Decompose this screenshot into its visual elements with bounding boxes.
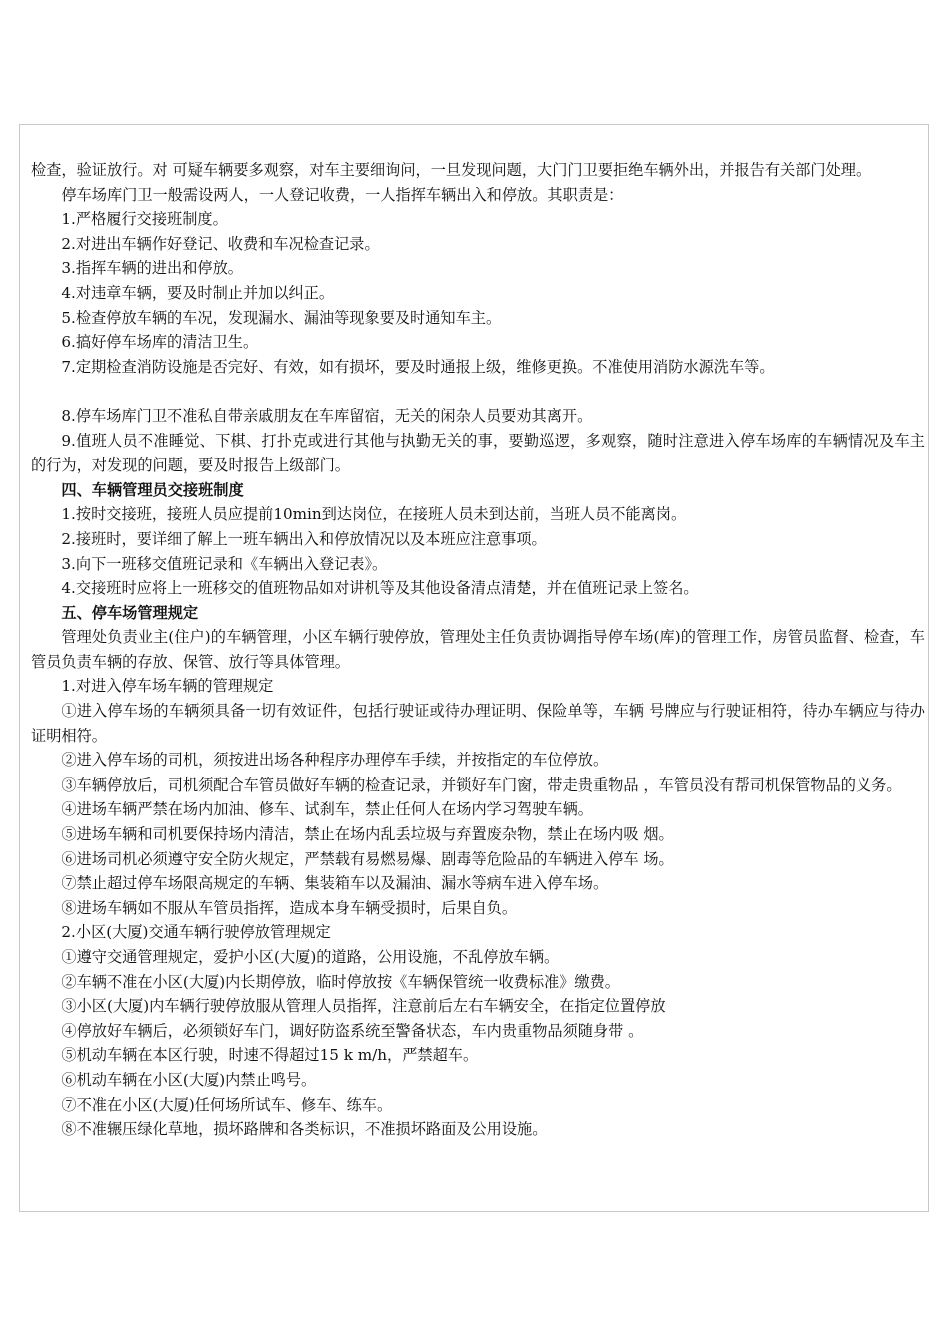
paragraph: ①进入停车场的车辆须具备一切有效证件，包括行驶证或待办理证明、保险单等，车辆 号牌应与行驶证相符，待办车辆应与待办证明相符。	[31, 702, 925, 745]
paragraph: 1.对进入停车场车辆的管理规定	[61, 677, 274, 696]
paragraph: 3.指挥车辆的进出和停放。	[61, 259, 243, 278]
blank-line	[31, 379, 925, 404]
paragraph: 管理处负责业主(住户)的车辆管理，小区车辆行驶停放，管理处主任负责协调指导停车场(库)的管理工作，房管员监督、检查，车管员负责车辆的存放、保管、放行等具体管理。	[31, 628, 925, 671]
paragraph: 检查，验证放行。对 可疑车辆要多观察，对车主要细询问，一旦发现问题，大门门卫要拒绝车辆外出，并报告有关部门处理。	[31, 161, 872, 179]
document-body	[31, 158, 925, 1142]
paragraph: ⑧进场车辆如不服从车管员指挥，造成本身车辆受损时，后果自负。	[61, 898, 518, 917]
paragraph: 1.按时交接班，接班人员应提前10min到达岗位，在接班人员未到达前，当班人员不能离岗。	[61, 505, 687, 524]
paragraph: ⑤机动车辆在本区行驶，时速不得超过15 k m/h，严禁超车。	[61, 1046, 479, 1065]
paragraph: 1.严格履行交接班制度。	[61, 210, 228, 229]
paragraph: ①遵守交通管理规定，爱护小区(大厦)的道路，公用设施，不乱停放车辆。	[61, 948, 560, 966]
paragraph: ②车辆不准在小区(大厦)内长期停放，临时停放按《车辆保管统一收费标准》缴费。	[61, 972, 620, 991]
paragraph: 2.小区(大厦)交通车辆行驶停放管理规定	[61, 923, 331, 942]
paragraph: ④进场车辆严禁在场内加油、修车、试刹车，禁止任何人在场内学习驾驶车辆。	[61, 800, 593, 819]
paragraph: ⑥进场司机必须遵守安全防火规定，严禁载有易燃易爆、剧毒等危险品的车辆进入停车 场。	[61, 849, 674, 868]
paragraph: ③小区(大厦)内车辆行驶停放服从管理人员指挥，注意前后左右车辆安全，在指定位置停放	[61, 997, 666, 1016]
section-heading: 四、车辆管理员交接班制度	[61, 480, 244, 499]
paragraph: ②进入停车场的司机，须按进出场各种程序办理停车手续，并按指定的车位停放。	[61, 751, 609, 770]
paragraph: 4.对违章车辆，要及时制止并加以纠正。	[61, 283, 335, 302]
paragraph: 8.停车场库门卫不准私自带亲戚朋友在车库留宿，无关的闲杂人员要劝其离开。	[61, 406, 593, 425]
paragraph: ⑧不准辗压绿化草地，损坏路牌和各类标识，不准损坏路面及公用设施。	[61, 1120, 548, 1139]
paragraph: 9.值班人员不准睡觉、下棋、打扑克或进行其他与执勤无关的事，要勤巡逻，多观察，随时注意进入停车场库的车辆情况及车主的行为，对发现的问题，要及时报告上级部门。	[31, 431, 925, 475]
paragraph: 停车场库门卫一般需设两人，一人登记收费，一人指挥车辆出入和停放。其职责是：	[61, 185, 624, 204]
paragraph: ⑦不准在小区(大厦)任何场所试车、修车、练车。	[61, 1095, 393, 1114]
paragraph: ③车辆停放后，司机须配合车管员做好车辆的检查记录，并锁好车门窗，带走贵重物品 ，车管员没有帮司机保管物品的义务。	[61, 775, 902, 794]
paragraph: 7.定期检查消防设施是否完好、有效，如有损坏，要及时通报上级，维修更换。不准使用消防水源洗车等。	[61, 357, 775, 376]
paragraph: ④停放好车辆后，必须锁好车门，调好防盗系统至警备状态，车内贵重物品须随身带 。	[61, 1021, 644, 1040]
section-heading: 五、停车场管理规定	[61, 603, 199, 622]
paragraph: ⑤进场车辆和司机要保持场内清洁，禁止在场内乱丢垃圾与弃置废杂物，禁止在场内吸 烟。	[61, 825, 674, 844]
paragraph: 2.接班时，要详细了解上一班车辆出入和停放情况以及本班应注意事项。	[61, 529, 547, 548]
paragraph: ⑦禁止超过停车场限高规定的车辆、集装箱车以及漏油、漏水等病车进入停车场。	[61, 874, 609, 893]
paragraph: 6.搞好停车场库的清洁卫生。	[61, 333, 259, 352]
paragraph: 4.交接班时应将上一班移交的值班物品如对讲机等及其他设备清点清楚，并在值班记录上签名。	[61, 579, 699, 598]
paragraph: 5.检查停放车辆的车况，发现漏水、漏油等现象要及时通知车主。	[61, 308, 502, 327]
paragraph: 2.对进出车辆作好登记、收费和车况检查记录。	[61, 234, 380, 253]
paragraph: ⑥机动车辆在小区(大厦)内禁止鸣号。	[61, 1070, 317, 1089]
paragraph: 3.向下一班移交值班记录和《车辆出入登记表》。	[61, 554, 388, 573]
